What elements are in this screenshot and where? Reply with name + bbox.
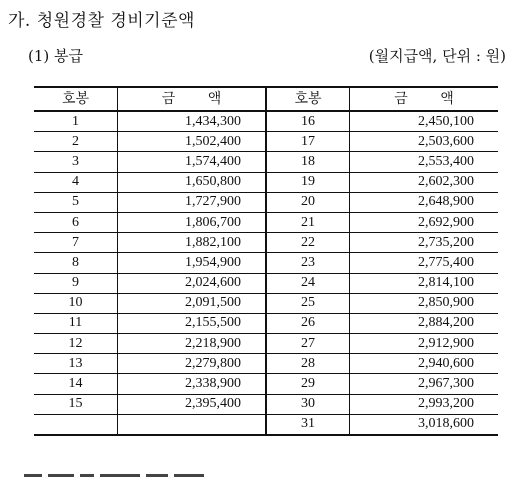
amount-cell: 2,602,300	[350, 172, 499, 192]
subsection-label: (1) 봉급	[28, 47, 83, 65]
step-cell: 9	[34, 273, 118, 293]
amount-cell: 2,395,400	[118, 394, 266, 414]
table-body	[34, 111, 498, 435]
amount-cell: 3,018,600	[350, 414, 499, 435]
table-row	[34, 192, 498, 212]
step-cell: 11	[34, 313, 118, 333]
header-amount-right: 금 액	[350, 87, 499, 111]
salary-table	[34, 86, 498, 436]
step-cell: 8	[34, 253, 118, 273]
table-row	[34, 172, 498, 192]
amount-cell: 2,024,600	[118, 273, 266, 293]
amount-cell: 1,954,900	[118, 253, 266, 273]
step-cell: 22	[266, 233, 350, 253]
table-row	[34, 293, 498, 313]
table-row	[34, 253, 498, 273]
step-cell: 1	[34, 111, 118, 132]
amount-cell	[118, 414, 266, 435]
step-cell: 19	[266, 172, 350, 192]
amount-cell: 2,912,900	[350, 334, 499, 354]
step-cell: 21	[266, 212, 350, 232]
header-step-left: 호봉	[34, 87, 118, 111]
table-row	[34, 374, 498, 394]
amount-cell: 2,940,600	[350, 354, 499, 374]
header-step-right: 호봉	[266, 87, 350, 111]
step-cell: 16	[266, 111, 350, 132]
step-cell: 31	[266, 414, 350, 435]
section-heading: 가. 청원경찰 경비기준액	[8, 11, 195, 31]
table-row	[34, 414, 498, 435]
amount-cell: 2,091,500	[118, 293, 266, 313]
amount-cell: 2,967,300	[350, 374, 499, 394]
step-cell: 4	[34, 172, 118, 192]
amount-cell: 1,434,300	[118, 111, 266, 132]
amount-cell: 1,806,700	[118, 212, 266, 232]
step-cell: 2	[34, 132, 118, 152]
amount-cell: 2,735,200	[350, 233, 499, 253]
step-cell: 6	[34, 212, 118, 232]
amount-cell: 2,692,900	[350, 212, 499, 232]
table-row	[34, 334, 498, 354]
table-row	[34, 394, 498, 414]
step-cell: 12	[34, 334, 118, 354]
table-row	[34, 233, 498, 253]
step-cell: 3	[34, 152, 118, 172]
step-cell: 30	[266, 394, 350, 414]
step-cell: 14	[34, 374, 118, 394]
amount-cell: 1,727,900	[118, 192, 266, 212]
amount-cell: 1,574,400	[118, 152, 266, 172]
step-cell: 18	[266, 152, 350, 172]
step-cell: 20	[266, 192, 350, 212]
step-cell: 28	[266, 354, 350, 374]
amount-cell: 2,648,900	[350, 192, 499, 212]
step-cell: 17	[266, 132, 350, 152]
amount-cell: 2,218,900	[118, 334, 266, 354]
table-row	[34, 111, 498, 132]
amount-cell: 2,503,600	[350, 132, 499, 152]
table-header-row	[34, 87, 498, 111]
unit-note: (월지급액, 단위 : 원)	[368, 47, 506, 65]
table-row	[34, 273, 498, 293]
amount-cell: 2,993,200	[350, 394, 499, 414]
amount-cell: 2,850,900	[350, 293, 499, 313]
amount-cell: 2,814,100	[350, 273, 499, 293]
table-row	[34, 212, 498, 232]
table-row	[34, 313, 498, 333]
step-cell	[34, 414, 118, 435]
amount-cell: 2,553,400	[350, 152, 499, 172]
amount-cell: 1,882,100	[118, 233, 266, 253]
amount-cell: 1,502,400	[118, 132, 266, 152]
step-cell: 25	[266, 293, 350, 313]
amount-cell: 2,155,500	[118, 313, 266, 333]
step-cell: 24	[266, 273, 350, 293]
step-cell: 29	[266, 374, 350, 394]
step-cell: 7	[34, 233, 118, 253]
amount-cell: 1,650,800	[118, 172, 266, 192]
cut-off-text-line	[24, 474, 254, 482]
table-row	[34, 354, 498, 374]
step-cell: 27	[266, 334, 350, 354]
amount-cell: 2,775,400	[350, 253, 499, 273]
amount-cell: 2,884,200	[350, 313, 499, 333]
amount-cell: 2,338,900	[118, 374, 266, 394]
header-amount-left: 금 액	[118, 87, 266, 111]
table-row	[34, 152, 498, 172]
step-cell: 5	[34, 192, 118, 212]
step-cell: 13	[34, 354, 118, 374]
step-cell: 15	[34, 394, 118, 414]
step-cell: 23	[266, 253, 350, 273]
amount-cell: 2,450,100	[350, 111, 499, 132]
subsection-header	[28, 45, 506, 67]
step-cell: 10	[34, 293, 118, 313]
table-row	[34, 132, 498, 152]
step-cell: 26	[266, 313, 350, 333]
amount-cell: 2,279,800	[118, 354, 266, 374]
